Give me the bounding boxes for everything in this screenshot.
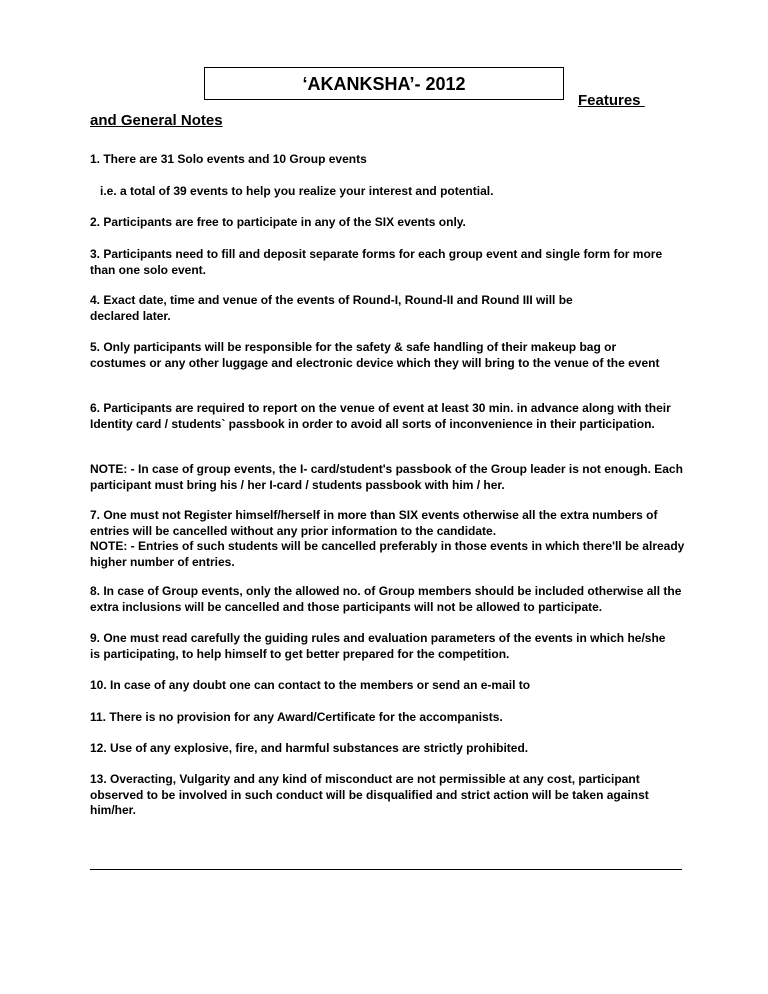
- note-12: 12. Use of any explosive, fire, and harmful substances are strictly prohibited.: [90, 741, 529, 755]
- note-7-remark: NOTE: - Entries of such students will be cancelled preferably in those events in which there'll be already higher number of entries.: [90, 539, 685, 569]
- note-10: 10. In case of any doubt one can contact to the members or send an e-mail to: [90, 678, 531, 692]
- note-4: 4. Exact date, time and venue of the events of Round-I, Round-II and Round III will be declared later.: [90, 293, 573, 323]
- note-1: 1. There are 31 Solo events and 10 Group events: [90, 152, 367, 166]
- note-2: 2. Participants are free to participate in any of the SIX events only.: [90, 215, 466, 229]
- note-7: 7. One must not Register himself/herself in more than SIX events otherwise all the extra numbers of entries will be cancelled without any prior information to the candidate.: [90, 508, 658, 538]
- features-heading: Features: [578, 92, 645, 109]
- note-6: 6. Participants are required to report on the venue of event at least 30 min. in advance along with their Identity card / students` passbook in order to avoid all sorts of inconvenience in their participation.: [90, 401, 671, 431]
- note-1-detail: i.e. a total of 39 events to help you realize your interest and potential.: [100, 184, 494, 198]
- note-9: 9. One must read carefully the guiding rules and evaluation parameters of the events in which he/she is participating, to help himself to get better prepared for the competition.: [90, 631, 666, 661]
- note-5: 5. Only participants will be responsible for the safety & safe handling of their makeup bag or costumes or any other luggage and electronic device which they will bring to the venue of the event: [90, 340, 660, 370]
- document-title: ‘AKANKSHA’- 2012: [204, 67, 564, 100]
- general-notes-heading: and General Notes: [90, 112, 223, 129]
- footer-divider: [90, 869, 682, 870]
- note-13: 13. Overacting, Vulgarity and any kind of misconduct are not permissible at any cost, participant observed to be involved in such conduct will be disqualified and strict action will be taken against him/her.: [90, 772, 649, 817]
- note-11: 11. There is no provision for any Award/Certificate for the accompanists.: [90, 710, 503, 724]
- note-8: 8. In case of Group events, only the allowed no. of Group members should be included otherwise all the extra inclusions will be cancelled and those participants will not be allowed to participate.: [90, 584, 682, 614]
- note-6-remark: NOTE: - In case of group events, the I- card/student's passbook of the Group leader is not enough. Each participant must bring his / her I-card / students passbook with him / her.: [90, 462, 683, 492]
- note-3: 3. Participants need to fill and deposit separate forms for each group event and single form for more than one solo event.: [90, 247, 663, 277]
